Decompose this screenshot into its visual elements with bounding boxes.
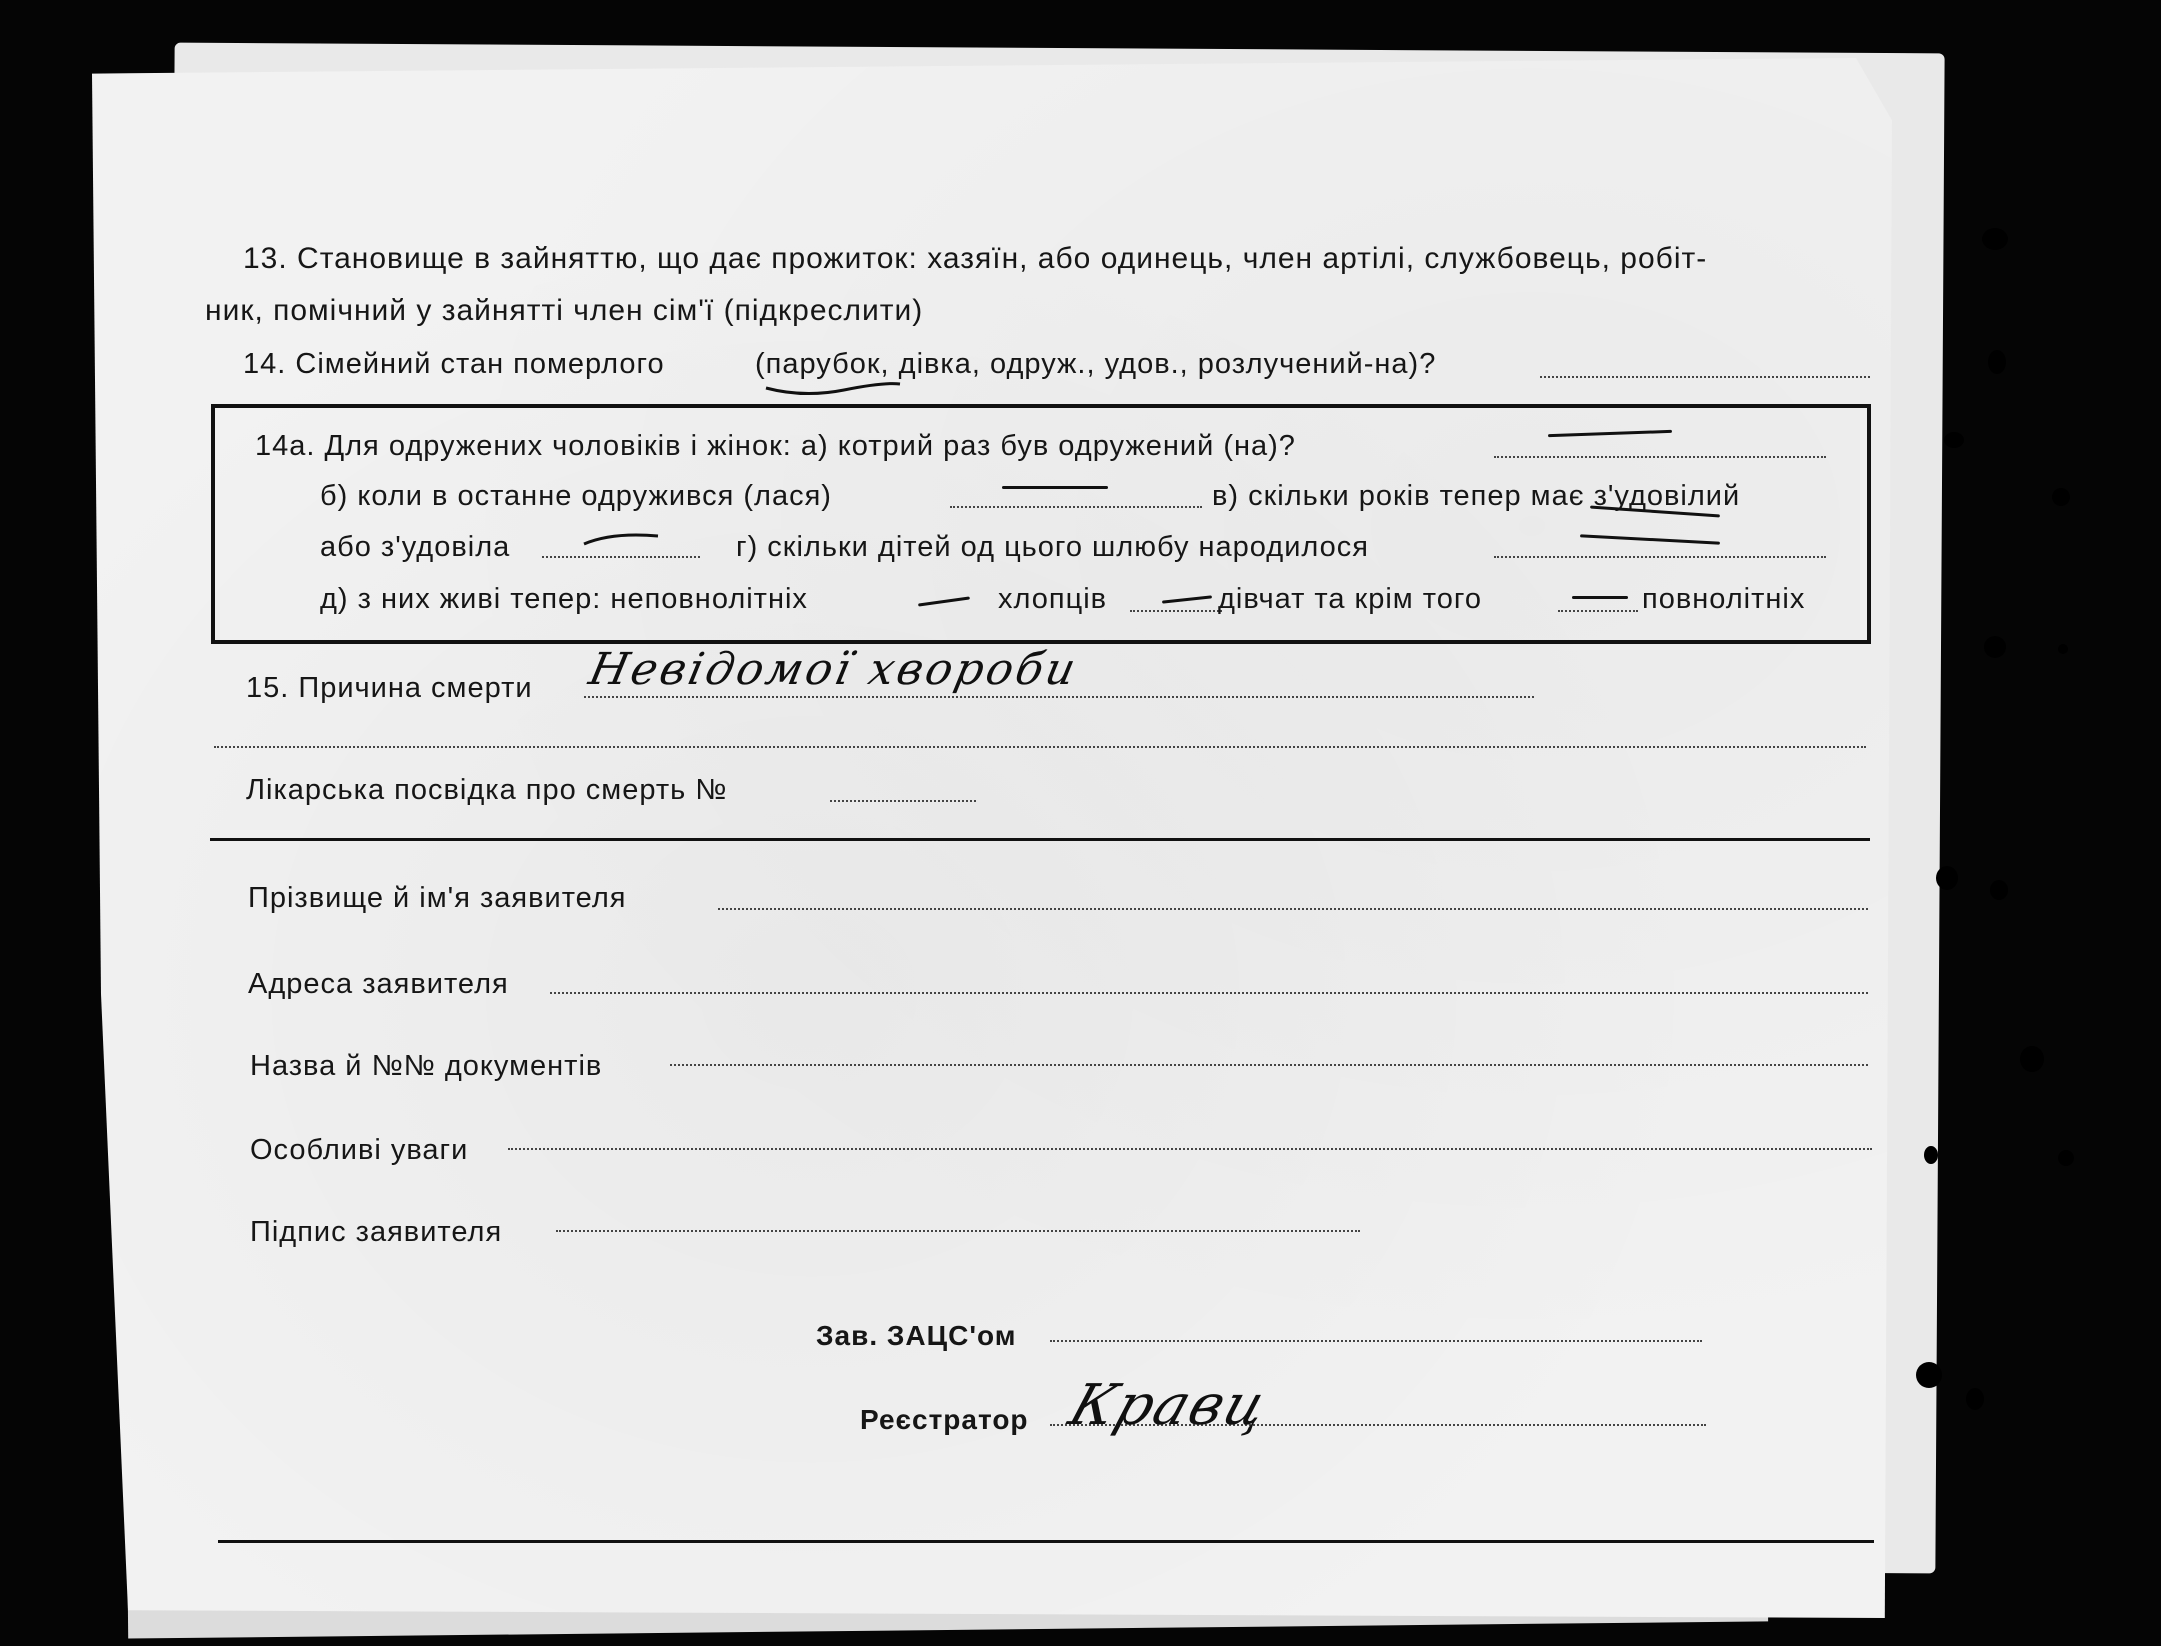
applicant-documents-field[interactable]	[670, 1064, 1868, 1066]
q13-line2: ник, помічний у зайнятті член сім'ї (підкреслити)	[205, 294, 924, 327]
punch-hole	[1990, 880, 2008, 900]
applicant-signature-label: Підпис заявителя	[250, 1216, 503, 1248]
q14a-line2-a: б) коли в останне одружився (лася)	[320, 480, 832, 512]
applicant-notes-field[interactable]	[508, 1148, 1872, 1150]
q14a-line3-answer-b[interactable]	[1494, 556, 1826, 558]
q14a-line1: 14а. Для одружених чоловіків і жінок: а) котрий раз був одружений (на)?	[255, 430, 1296, 462]
q14a-line4-answer-c[interactable]	[1558, 610, 1638, 612]
punch-hole	[1936, 866, 1958, 890]
q14a-line2-b: в) скільки років тепер має з'удовілий	[1212, 480, 1741, 512]
q14-options: (парубок, дівка, одруж., удов., розлучений-на)?	[755, 348, 1437, 380]
q13-line1: 13. Становище в зайняттю, що дає прожиток: хазяїн, або одинець, член артілі, службовець, робіт-	[243, 242, 1708, 275]
registrar-label: Реєстратор	[860, 1404, 1029, 1435]
q14-label: 14. Сімейний стан померлого	[243, 348, 665, 380]
head-zags-label: Зав. ЗАЦС'ом	[816, 1320, 1017, 1351]
punch-hole	[1984, 636, 2006, 658]
q14-answer-line[interactable]	[1540, 376, 1870, 378]
applicant-address-field[interactable]	[550, 992, 1868, 994]
punch-hole	[1988, 350, 2006, 374]
section-divider	[210, 838, 1870, 841]
applicant-address-label: Адреса заявителя	[248, 968, 509, 1000]
q15-handwritten-answer: Невідомої хвороби	[584, 644, 1083, 695]
q14a-line3-answer-a[interactable]	[542, 556, 700, 558]
q14a-line4-c: дівчат та крім того	[1218, 583, 1482, 615]
medical-certificate-number[interactable]	[830, 800, 976, 802]
q14a-line3-b: г) скільки дітей од цього шлюбу народилося	[736, 531, 1369, 563]
punch-hole	[2058, 644, 2068, 654]
applicant-notes-label: Особливі уваги	[250, 1134, 469, 1166]
applicant-documents-label: Назва й №№ документів	[250, 1050, 603, 1082]
punch-hole	[1982, 228, 2008, 250]
q15-answer-line-2[interactable]	[214, 746, 1866, 748]
q14a-line2-answer[interactable]	[950, 506, 1202, 508]
q14a-line3-a: або з'удовіла	[320, 531, 511, 563]
punch-hole	[1944, 432, 1964, 448]
registrar-signature: Кравц	[1061, 1373, 1277, 1438]
punch-hole	[2058, 1150, 2074, 1166]
applicant-name-label: Прізвище й ім'я заявителя	[248, 882, 627, 914]
punch-hole	[1916, 1362, 1942, 1388]
punch-hole	[2020, 1046, 2044, 1072]
q14a-line4-d: повнолітніх	[1642, 583, 1806, 615]
dash-mark	[1572, 596, 1628, 599]
q14a-line4-b: хлопців	[998, 583, 1108, 615]
q15-answer-line[interactable]	[584, 696, 1534, 698]
punch-hole	[1924, 1146, 1938, 1164]
q15-label: 15. Причина смерти	[246, 672, 533, 704]
punch-hole	[2052, 488, 2070, 506]
dash-mark	[1002, 486, 1108, 489]
applicant-name-field[interactable]	[718, 908, 1868, 910]
dash-mark	[582, 528, 662, 548]
q14a-line4-a: д) з них живі тепер: неповнолітніх	[320, 583, 808, 615]
punch-hole	[1966, 1388, 1984, 1410]
underline-mark	[764, 378, 904, 398]
q14a-line4-answer-b[interactable]	[1130, 610, 1222, 612]
bottom-rule	[218, 1540, 1874, 1543]
head-zags-field[interactable]	[1050, 1340, 1702, 1342]
applicant-signature-field[interactable]	[556, 1230, 1360, 1232]
q14a-line1-answer[interactable]	[1494, 456, 1826, 458]
medical-certificate-label: Лікарська посвідка про смерть №	[246, 774, 728, 806]
